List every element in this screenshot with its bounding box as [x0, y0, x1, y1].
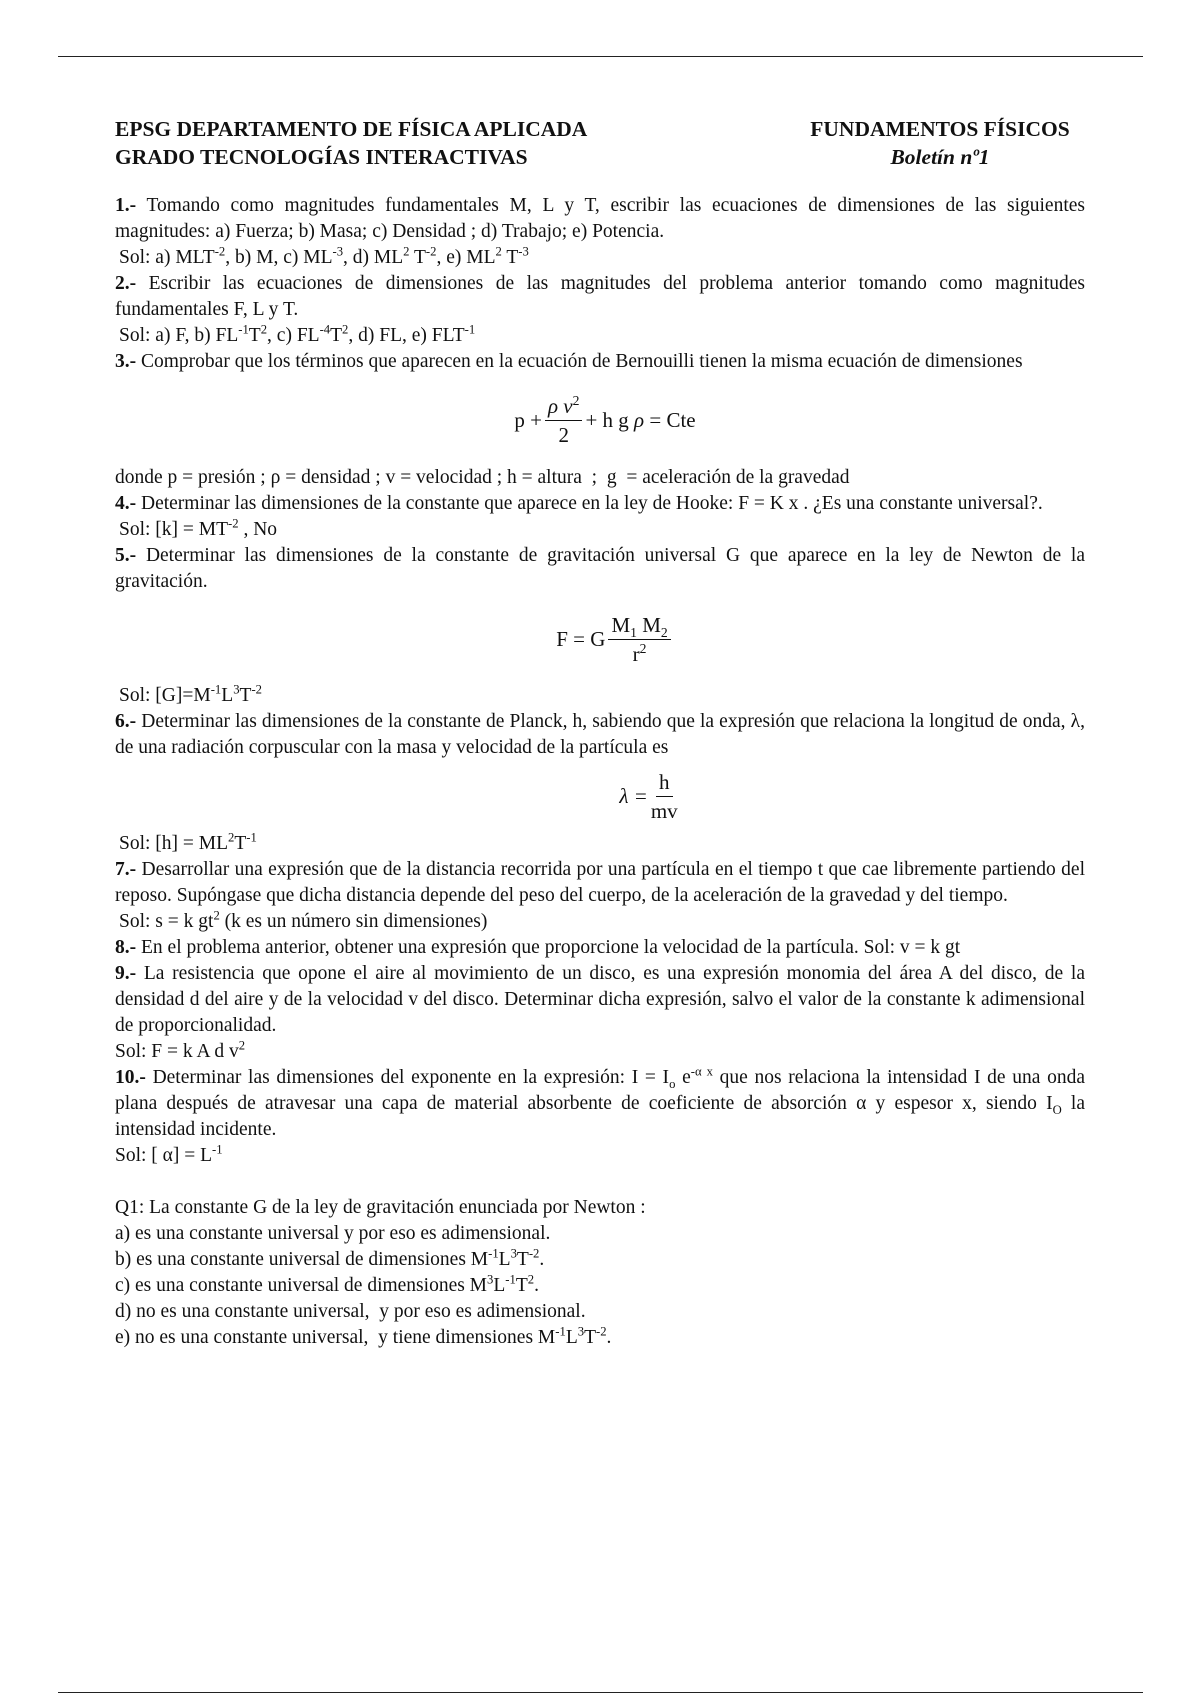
q1-option-e: e) no es una constante universal, y tiene dimensiones $M^{-1}L^3T^{-2}$. — [115, 1324, 612, 1348]
bernoulli-fraction: $\frac{\rho v^2}{2}$ — [545, 394, 582, 447]
problem-3-number: 3.- — [115, 351, 137, 372]
bulletin-title: Boletín nº1 — [890, 145, 990, 169]
document-body — [115, 115, 1085, 1351]
problem-2 — [115, 271, 1085, 323]
problem-5 — [115, 543, 1085, 595]
problem-8 — [115, 935, 1085, 961]
problem-10-solution: Sol: [ $\alpha] = L^{-1}$ — [115, 1142, 223, 1166]
q1-option-b: b) es una constante universal de dimensiones $M^{-1}L^3T^{-2}$. — [115, 1246, 545, 1270]
problem-4-text: Determinar las dimensiones de la constante que aparece en la ley de Hooke: F = K x . ¿Es una constante universal?. — [136, 493, 1043, 514]
problem-8-text: En el problema anterior, obtener una expresión que proporcione la velocidad de la partícula. Sol: v = k gt — [136, 937, 961, 958]
problem-6-solution: Sol: $[h] = ML^2T^{-1}$ — [119, 830, 257, 854]
problem-9 — [115, 961, 1085, 1039]
problem-5-text: Determinar las dimensiones de la constante de gravitación universal G que aparece en la ley de Newton de la gravitación. — [115, 545, 1085, 592]
problem-7-text: Desarrollar una expresión que de la distancia recorrida por una partícula en el tiempo t que cae libremente partiendo del reposo. Supóngase que dicha distancia depende del peso del cuerpo, de la aceleración de la gravedad y del tiempo. — [115, 859, 1085, 906]
problem-1 — [115, 193, 1085, 245]
problem-4-number: 4.- — [115, 493, 137, 514]
problem-6 — [115, 709, 1085, 761]
problem-7 — [115, 857, 1085, 909]
problem-1-number: 1.- — [115, 195, 137, 216]
problem-3 — [115, 349, 1085, 375]
problem-6-number: 6.- — [115, 711, 137, 732]
q1-option-c: c) es una constante universal de dimensiones $M^3L^{-1}T^2$. — [115, 1272, 539, 1296]
problem-7-solution: Sol: s = k $gt^2$ (k es un número sin dimensiones) — [119, 908, 488, 932]
department-title: EPSG DEPARTAMENTO DE FÍSICA APLICADA — [115, 117, 588, 141]
problem-6-text: Determinar las dimensiones de la constante de Planck, h, sabiendo que la expresión que relaciona la longitud de onda, λ, de una radiación corpuscular con la masa y velocidad de la partícula es — [115, 711, 1085, 758]
problem-2-number: 2.- — [115, 273, 137, 294]
problem-9-text: La resistencia que opone el aire al movimiento de un disco, es una expresión monomia del área A del disco, de la densidad d del aire y de la velocidad v del disco. Determinar dicha expresión, salvo el valor de la constante k adimensional de proporcionalidad. — [115, 963, 1085, 1036]
planck-fraction: $\frac{h}{mv}$ — [650, 769, 678, 823]
course-title: FUNDAMENTOS FÍSICOS — [810, 117, 1070, 141]
problem-3-text: Comprobar que los términos que aparecen en la ecuación de Bernouilli tienen la misma ecuación de dimensiones — [136, 351, 1023, 372]
problem-2-solution: Sol: a) F, b) $FL^{-1}T^2$, c) $FL^{-4}T^2$, d) FL, e) $FLT^{-1}$ — [119, 322, 476, 346]
problem-4 — [115, 491, 1085, 517]
planck-equation: λ = $\frac{h}{mv}$ — [619, 769, 678, 823]
problem-10-number: 10.- — [115, 1067, 146, 1088]
problem-9-number: 9.- — [115, 963, 137, 984]
bottom-rule — [58, 1692, 1143, 1693]
q1-option-d: d) no es una constante universal, y por eso es adimensional. — [115, 1301, 586, 1322]
problem-1-text: Tomando como magnitudes fundamentales M, L y T, escribir las ecuaciones de dimensiones de las siguientes magnitudes: a) Fuerza; b) Masa; c) Densidad ; d) Trabajo; e) Potencia. — [115, 195, 1085, 242]
question-q1 — [115, 1195, 1085, 1351]
gravitation-equation: F = G $\frac{M_1 M_2}{r^2}$ — [145, 595, 1085, 683]
gravitation-fraction: $\frac{M_1 M_2}{r^2}$ — [608, 613, 670, 666]
q1-option-a: a) es una constante universal y por eso es adimensional. — [115, 1223, 551, 1244]
problem-7-number: 7.- — [115, 859, 137, 880]
problem-5-number: 5.- — [115, 545, 137, 566]
problem-5-solution: Sol: $[G]=M^{-1}L^3T^{-2}$ — [119, 682, 262, 706]
header-left — [115, 115, 587, 171]
header — [115, 115, 1085, 171]
problem-4-solution: Sol: $[k] = MT^{-2}$ , No — [119, 516, 278, 540]
problem-8-number: 8.- — [115, 937, 137, 958]
problem-9-solution: Sol: F = k A d $v^2$ — [115, 1038, 246, 1062]
q1-question: Q1: La constante G de la ley de gravitación enunciada por Newton : — [115, 1197, 646, 1218]
degree-title: GRADO TECNOLOGÍAS INTERACTIVAS — [115, 145, 528, 169]
header-right — [795, 115, 1085, 171]
bernoulli-equation: p + $\frac{\rho v^2}{2}$ + h g ρ = Cte — [514, 392, 696, 447]
problem-1-solution: Sol: a) $MLT^{-2}$, b) M, c) $ML^{-3}$, d) $ML^2$ $T^{-2}$, e) $ML^2$ $T^{-3}$ — [119, 244, 529, 268]
problem-2-text: Escribir las ecuaciones de dimensiones de las magnitudes del problema anterior tomando como magnitudes fundamentales F, L y T. — [115, 273, 1085, 320]
problem-3-legend: donde p = presión ; ρ = densidad ; v = velocidad ; h = altura ; g = aceleración de la gravedad — [115, 467, 850, 488]
top-rule — [58, 56, 1143, 57]
problem-10: 10.- Determinar las dimensiones del exponente en la expresión: $I = I_o$ $e^{-\alpha x}$ que nos relaciona la intensidad I de una onda plana después de atravesar una capa de material absorbente de coeficiente de absorción α y espesor x, siendo $I_O$ la intensidad incidente. — [115, 1064, 1085, 1140]
